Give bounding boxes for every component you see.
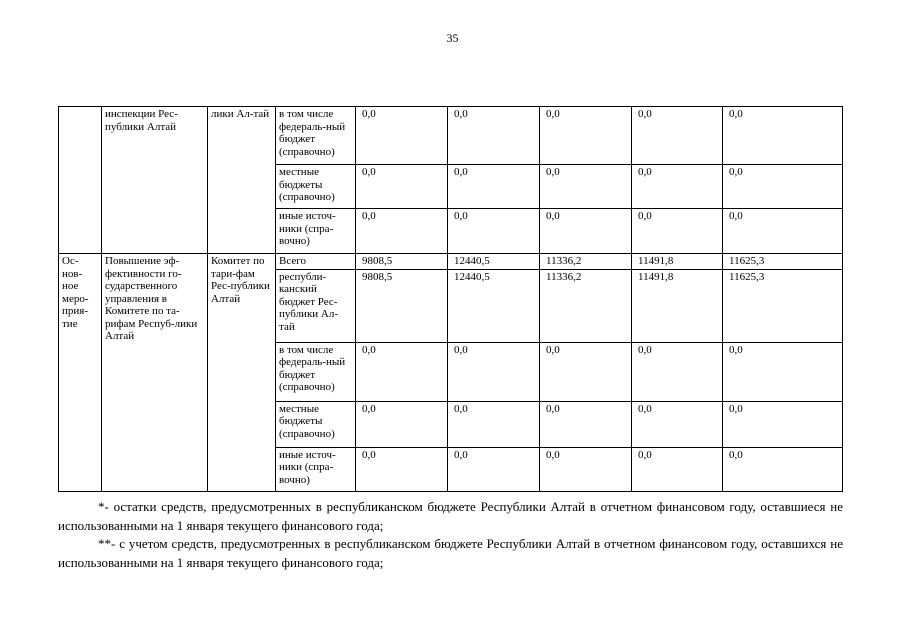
value-cell: 0,0 (448, 342, 540, 401)
value-cell: 0,0 (540, 107, 632, 165)
value-cell: 0,0 (356, 401, 448, 447)
value-cell: 0,0 (448, 107, 540, 165)
funding-source-cell: в том числе федераль-ный бюджет (справочно) (276, 342, 356, 401)
value-cell: 0,0 (448, 165, 540, 209)
executor-cell: лики Ал-тай (208, 107, 276, 254)
value-cell: 9808,5 (356, 269, 448, 342)
funding-source-cell: иные источ-ники (спра-вочно) (276, 447, 356, 491)
value-cell: 0,0 (723, 447, 843, 491)
table-row (59, 254, 843, 270)
value-cell: 0,0 (540, 165, 632, 209)
value-cell: 12440,5 (448, 254, 540, 270)
value-cell: 11625,3 (723, 269, 843, 342)
value-cell: 11336,2 (540, 254, 632, 270)
value-cell: 12440,5 (448, 269, 540, 342)
value-cell: 0,0 (356, 447, 448, 491)
funding-source-cell: местные бюджеты (справочно) (276, 165, 356, 209)
funding-source-cell: в том числе федераль-ный бюджет (справочно) (276, 107, 356, 165)
value-cell: 0,0 (632, 209, 723, 254)
value-cell: 0,0 (540, 447, 632, 491)
value-cell: 0,0 (540, 342, 632, 401)
value-cell: 11491,8 (632, 254, 723, 270)
value-cell: 0,0 (632, 342, 723, 401)
value-cell: 0,0 (723, 401, 843, 447)
budget-table (58, 106, 843, 492)
activity-name-cell: инспекции Рес-публики Алтай (102, 107, 208, 254)
funding-source-cell: местные бюджеты (справочно) (276, 401, 356, 447)
footnote-1: *- остатки средств, предусмотренных в республиканском бюджете Республики Алтай в отчетном финансовом году, оставшиеся не использованными на 1 января текущего финансового года; (58, 499, 843, 533)
value-cell: 0,0 (723, 165, 843, 209)
executor-cell: Комитет по тари-фам Рес-публики Алтай (208, 254, 276, 492)
value-cell: 0,0 (356, 165, 448, 209)
value-cell: 0,0 (448, 401, 540, 447)
value-cell: 0,0 (356, 107, 448, 165)
footnotes (58, 498, 843, 572)
value-cell: 0,0 (356, 342, 448, 401)
funding-source-cell: Всего (276, 254, 356, 270)
value-cell: 0,0 (723, 342, 843, 401)
value-cell: 0,0 (540, 209, 632, 254)
main-activity-cell (59, 107, 102, 254)
value-cell: 0,0 (448, 447, 540, 491)
activity-name-cell: Повышение эф-фективности го-сударственного управления в Комитете по та-рифам Респуб-лики Алтай (102, 254, 208, 492)
value-cell: 9808,5 (356, 254, 448, 270)
funding-source-cell: республи-канский бюджет Рес-публики Ал-тай (276, 269, 356, 342)
value-cell: 0,0 (632, 447, 723, 491)
value-cell: 0,0 (723, 107, 843, 165)
footnote-2: **- с учетом средств, предусмотренных в республиканском бюджете Республики Алтай в отчетном финансовом году, оставшихся не использованными на 1 января текущего финансового года; (58, 536, 843, 570)
value-cell: 0,0 (723, 209, 843, 254)
value-cell: 0,0 (356, 209, 448, 254)
value-cell: 0,0 (632, 165, 723, 209)
value-cell: 0,0 (632, 107, 723, 165)
funding-source-cell: иные источ-ники (спра-вочно) (276, 209, 356, 254)
value-cell: 0,0 (448, 209, 540, 254)
table-row (59, 107, 843, 165)
value-cell: 11336,2 (540, 269, 632, 342)
value-cell: 11625,3 (723, 254, 843, 270)
value-cell: 0,0 (540, 401, 632, 447)
main-activity-cell: Ос-нов-ное меро-прия-тие (59, 254, 102, 492)
value-cell: 0,0 (632, 401, 723, 447)
page-number: 35 (446, 31, 459, 45)
value-cell: 11491,8 (632, 269, 723, 342)
